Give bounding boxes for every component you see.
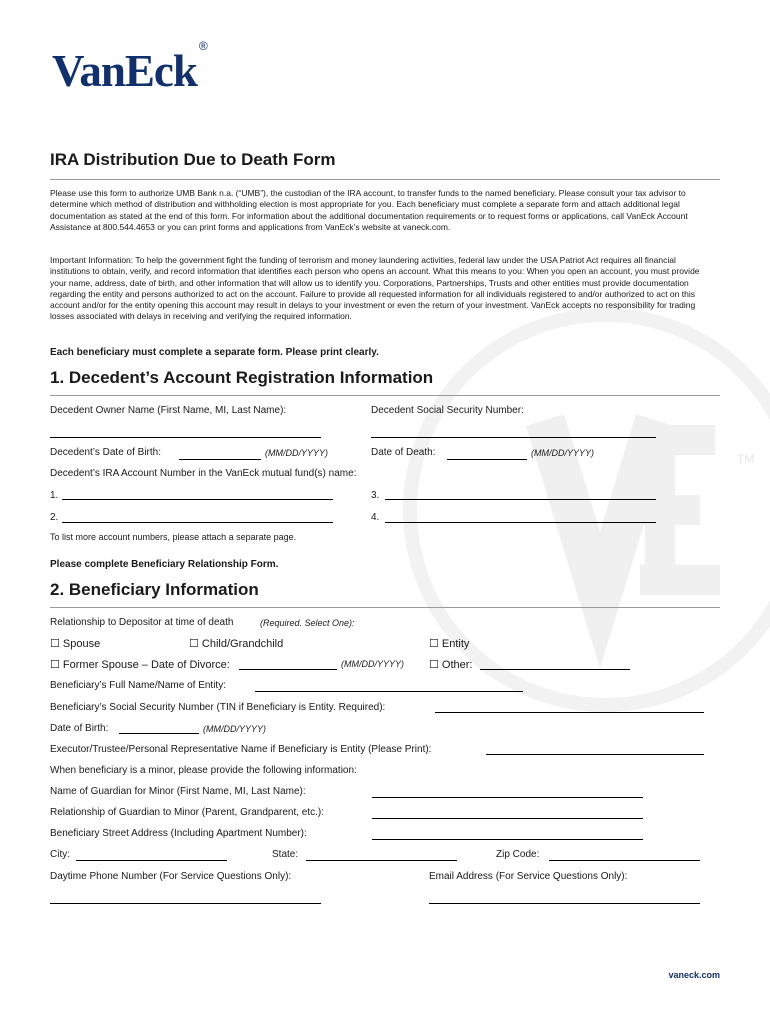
divorce-date-hint: (MM/DD/YYYY) <box>341 659 404 669</box>
trademark-mark: TM <box>737 452 755 466</box>
decedent-dob-field[interactable] <box>179 459 261 460</box>
section-2-title: 2. Beneficiary Information <box>50 580 259 599</box>
vaneck-logo: VanEck ® <box>52 39 207 96</box>
city-label: City: <box>50 849 70 860</box>
guardian-name-field[interactable] <box>372 797 643 798</box>
print-clearly-note: Each beneficiary must complete a separate form. Please print clearly. <box>50 347 379 358</box>
state-field[interactable] <box>306 860 457 861</box>
ve-watermark <box>395 300 770 720</box>
decedent-dob-label: Decedent’s Date of Birth: <box>50 447 161 458</box>
email-label: Email Address (For Service Questions Only): <box>429 871 628 882</box>
account-number-2-field[interactable] <box>62 522 333 523</box>
beneficiary-dob-field[interactable] <box>119 733 199 734</box>
account-number-3-label: 3. <box>371 490 380 501</box>
beneficiary-dob-label: Date of Birth: <box>50 723 109 734</box>
beneficiary-ssn-field[interactable] <box>435 712 704 713</box>
guardian-relationship-label: Relationship of Guardian to Minor (Parent, Grandparent, etc.): <box>50 807 325 818</box>
account-number-1-field[interactable] <box>62 499 333 500</box>
decedent-ssn-field[interactable] <box>371 437 656 438</box>
spouse-checkbox[interactable]: ☐ Spouse <box>50 638 101 650</box>
date-of-death-field[interactable] <box>447 459 527 460</box>
divorce-date-field[interactable] <box>239 669 337 670</box>
section-1-divider <box>50 395 720 396</box>
decedent-ssn-label: Decedent Social Security Number: <box>371 405 524 416</box>
relationship-hint: (Required. Select One): <box>260 618 355 628</box>
beneficiary-dob-hint: (MM/DD/YYYY) <box>203 724 266 734</box>
relationship-form-note: Please complete Beneficiary Relationship Form. <box>50 559 279 570</box>
section-2-divider <box>50 607 720 608</box>
intro-paragraph: Please use this form to authorize UMB Bank n.a. (“UMB”), the custodian of the IRA account, to transfer funds to the named beneficiary. Please consult your tax advisor to determine which method of distribution and withholding election is most appropriate for you. Each beneficiary must complete a separate form and attach additional legal documentation as stated at the end of this form. For information about the additional documentation requirements or to request forms or applications, call VanEck Account Assistance at 800.544.4653 or you can print forms and applications from VanEck’s website at vaneck.com. <box>50 188 688 232</box>
date-of-death-hint: (MM/DD/YYYY) <box>531 448 594 458</box>
account-number-2-label: 2. <box>50 512 59 523</box>
other-checkbox[interactable]: ☐ Other: <box>429 659 473 671</box>
more-accounts-note: To list more account numbers, please attach a separate page. <box>50 532 297 542</box>
street-address-label: Beneficiary Street Address (Including Apartment Number): <box>50 828 307 839</box>
section-1-title: 1. Decedent’s Account Registration Information <box>50 368 434 387</box>
phone-field[interactable] <box>50 903 321 904</box>
footer-website[interactable]: vaneck.com <box>668 970 720 980</box>
former-spouse-checkbox[interactable]: ☐ Former Spouse – Date of Divorce: <box>50 659 230 671</box>
zip-code-label: Zip Code: <box>496 849 540 860</box>
executor-label: Executor/Trustee/Personal Representative Name if Beneficiary is Entity (Please Print): <box>50 744 432 755</box>
state-label: State: <box>272 849 299 860</box>
account-number-1-label: 1. <box>50 490 59 501</box>
ira-account-label: Decedent’s IRA Account Number in the VanEck mutual fund(s) name: <box>50 468 357 479</box>
city-field[interactable] <box>76 860 227 861</box>
title-divider <box>50 179 720 180</box>
child-grandchild-checkbox[interactable]: ☐ Child/Grandchild <box>189 638 284 650</box>
beneficiary-name-label: Beneficiary’s Full Name/Name of Entity: <box>50 680 226 691</box>
decedent-name-label: Decedent Owner Name (First Name, MI, Last Name): <box>50 405 287 416</box>
account-number-4-field[interactable] <box>385 522 656 523</box>
decedent-dob-hint: (MM/DD/YYYY) <box>265 448 328 458</box>
minor-note: When beneficiary is a minor, please provide the following information: <box>50 765 357 776</box>
patriot-act-paragraph: Important Information: To help the government fight the funding of terrorism and money laundering activities, federal law under the USA Patriot Act requires all financial institutions to obtain, verify, and record information that identifies each person who opens an account. What this means to you: When you open an account, you must provide your name, address, date of birth, and other information that will allow us to identify you. Corporations, Partnerships, Trusts and other entities must provide documentation regarding the entity and persons authorized to act on the account. Failure to provide all requested information for all individuals registered to and/or authorized to act on this account and/or for the entity opening this account may result in delays to your investment or even the return of your investment. VanEck accepts no responsibility for trading losses associated with delays in receiving and verifying the required information. <box>50 255 700 322</box>
phone-label: Daytime Phone Number (For Service Questions Only): <box>50 871 292 882</box>
guardian-relationship-field[interactable] <box>372 818 643 819</box>
page-title: IRA Distribution Due to Death Form <box>50 150 336 169</box>
email-field[interactable] <box>429 903 700 904</box>
account-number-3-field[interactable] <box>385 499 656 500</box>
date-of-death-label: Date of Death: <box>371 447 436 458</box>
other-relationship-field[interactable] <box>480 669 630 670</box>
entity-checkbox[interactable]: ☐ Entity <box>429 638 470 650</box>
beneficiary-ssn-label: Beneficiary’s Social Security Number (TIN if Beneficiary is Entity. Required): <box>50 702 386 713</box>
executor-field[interactable] <box>486 754 704 755</box>
zip-code-field[interactable] <box>549 860 700 861</box>
beneficiary-name-field[interactable] <box>255 691 523 692</box>
street-address-field[interactable] <box>372 839 643 840</box>
relationship-label: Relationship to Depositor at time of death <box>50 617 234 628</box>
decedent-name-field[interactable] <box>50 437 321 438</box>
account-number-4-label: 4. <box>371 512 380 523</box>
guardian-name-label: Name of Guardian for Minor (First Name, MI, Last Name): <box>50 786 306 797</box>
